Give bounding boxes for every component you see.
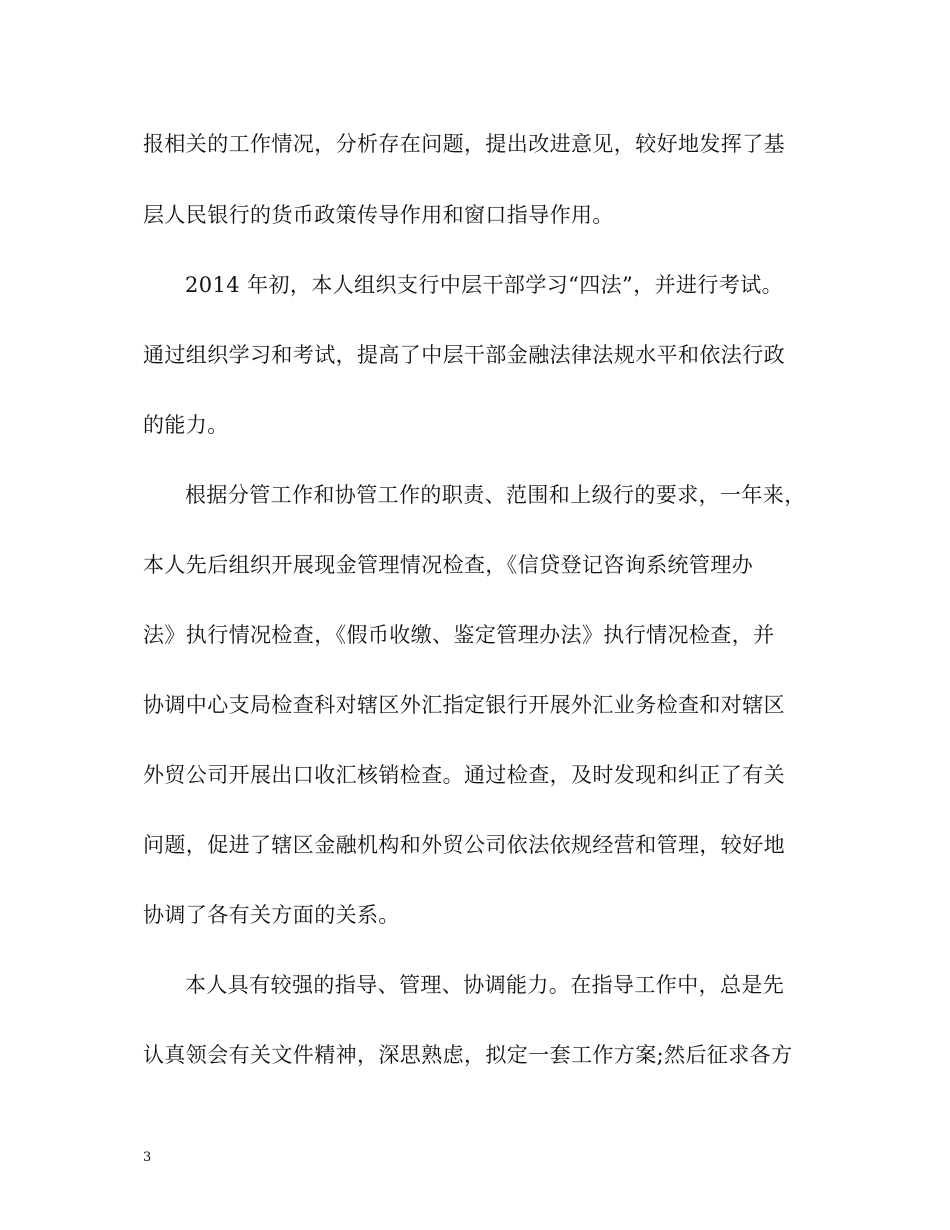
text-line: 报相关的工作情况，分析存在问题，提出改进意见，较好地发挥了基 — [143, 132, 785, 156]
text-line: 认真领会有关文件精神，深思熟虑，拟定一套工作方案;然后征求各方 — [143, 1043, 793, 1067]
text-line: 协调了各有关方面的关系。 — [143, 903, 400, 927]
text-line: 本人先后组织开展现金管理情况检查，《信贷登记咨询系统管理办 — [143, 553, 754, 577]
text-line: 外贸公司开展出口收汇核销检查。通过检查，及时发现和纠正了有关 — [143, 763, 785, 787]
paragraph-first-line: 2014 年初，本人组织支行中层干部学习“四法”，并进行考试。 — [185, 273, 783, 297]
page-number: 3 — [143, 1150, 152, 1165]
text-line: 层人民银行的货币政策传导作用和窗口指导作用。 — [143, 203, 614, 227]
text-line: 问题，促进了辖区金融机构和外贸公司依法依规经营和管理，较好地 — [143, 833, 785, 857]
text-line: 法》执行情况检查，《假币收缴、鉴定管理办法》执行情况检查，并 — [143, 623, 775, 647]
paragraph-first-line: 根据分管工作和协管工作的职责、范围和上级行的要求，一年来， — [185, 483, 806, 507]
text-line: 协调中心支局检查科对辖区外汇指定银行开展外汇业务检查和对辖区 — [143, 693, 785, 717]
text-line: 通过组织学习和考试，提高了中层干部金融法律法规水平和依法行政 — [143, 343, 785, 367]
paragraph-first-line: 本人具有较强的指导、管理、协调能力。在指导工作中，总是先 — [185, 973, 785, 997]
text-line: 的能力。 — [143, 413, 229, 437]
